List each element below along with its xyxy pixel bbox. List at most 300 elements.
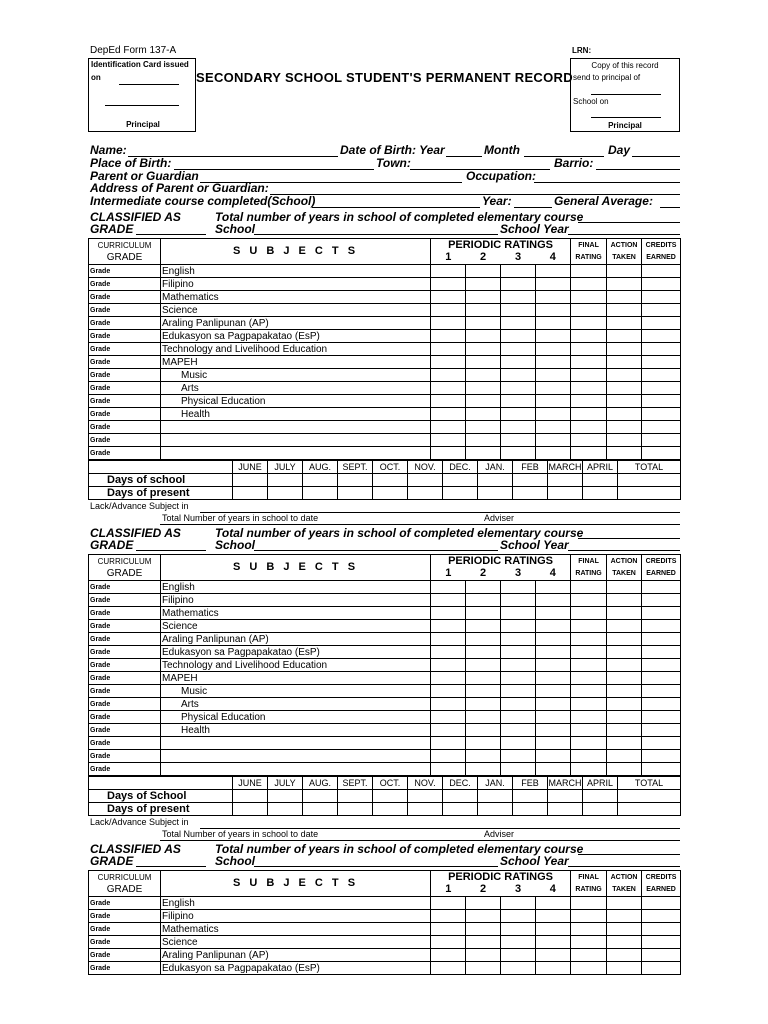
q4-cell[interactable] bbox=[536, 317, 571, 330]
final-rating-cell[interactable] bbox=[571, 369, 607, 382]
credits-earned-cell[interactable] bbox=[642, 607, 681, 620]
days-school-cell[interactable] bbox=[548, 790, 583, 803]
days-present-cell[interactable] bbox=[583, 487, 618, 500]
action-taken-cell[interactable] bbox=[607, 646, 642, 659]
q3-cell[interactable] bbox=[501, 594, 536, 607]
final-rating-cell[interactable] bbox=[571, 962, 607, 975]
credits-earned-cell[interactable] bbox=[642, 382, 681, 395]
q2-cell[interactable] bbox=[466, 607, 501, 620]
q4-cell[interactable] bbox=[536, 607, 571, 620]
q3-cell[interactable] bbox=[501, 949, 536, 962]
action-taken-cell[interactable] bbox=[607, 594, 642, 607]
q3-cell[interactable] bbox=[501, 685, 536, 698]
q3-cell[interactable] bbox=[501, 317, 536, 330]
action-taken-cell[interactable] bbox=[607, 421, 642, 434]
credits-earned-cell[interactable] bbox=[642, 581, 681, 594]
q4-cell[interactable] bbox=[536, 278, 571, 291]
final-rating-cell[interactable] bbox=[571, 659, 607, 672]
credits-earned-cell[interactable] bbox=[642, 910, 681, 923]
q4-cell[interactable] bbox=[536, 897, 571, 910]
q4-cell[interactable] bbox=[536, 434, 571, 447]
q2-cell[interactable] bbox=[466, 620, 501, 633]
q3-cell[interactable] bbox=[501, 343, 536, 356]
action-taken-cell[interactable] bbox=[607, 330, 642, 343]
final-rating-cell[interactable] bbox=[571, 395, 607, 408]
q2-cell[interactable] bbox=[466, 949, 501, 962]
q1-cell[interactable] bbox=[431, 910, 466, 923]
days-school-cell[interactable] bbox=[548, 474, 583, 487]
credits-earned-cell[interactable] bbox=[642, 923, 681, 936]
q1-cell[interactable] bbox=[431, 724, 466, 737]
action-taken-cell[interactable] bbox=[607, 369, 642, 382]
credits-earned-cell[interactable] bbox=[642, 408, 681, 421]
days-present-cell[interactable] bbox=[338, 803, 373, 816]
q3-cell[interactable] bbox=[501, 910, 536, 923]
days-school-cell[interactable] bbox=[373, 474, 408, 487]
q2-cell[interactable] bbox=[466, 763, 501, 776]
q4-cell[interactable] bbox=[536, 750, 571, 763]
q4-cell[interactable] bbox=[536, 685, 571, 698]
q2-cell[interactable] bbox=[466, 750, 501, 763]
final-rating-cell[interactable] bbox=[571, 910, 607, 923]
credits-earned-cell[interactable] bbox=[642, 265, 681, 278]
q2-cell[interactable] bbox=[466, 434, 501, 447]
action-taken-cell[interactable] bbox=[607, 291, 642, 304]
q1-cell[interactable] bbox=[431, 278, 466, 291]
action-taken-cell[interactable] bbox=[607, 936, 642, 949]
days-school-cell[interactable] bbox=[618, 790, 681, 803]
action-taken-cell[interactable] bbox=[607, 659, 642, 672]
q4-cell[interactable] bbox=[536, 581, 571, 594]
days-school-cell[interactable] bbox=[268, 790, 303, 803]
action-taken-cell[interactable] bbox=[607, 698, 642, 711]
q2-cell[interactable] bbox=[466, 581, 501, 594]
final-rating-cell[interactable] bbox=[571, 936, 607, 949]
q4-cell[interactable] bbox=[536, 594, 571, 607]
q2-cell[interactable] bbox=[466, 910, 501, 923]
credits-earned-cell[interactable] bbox=[642, 659, 681, 672]
action-taken-cell[interactable] bbox=[607, 278, 642, 291]
days-present-cell[interactable] bbox=[478, 487, 513, 500]
q2-cell[interactable] bbox=[466, 962, 501, 975]
q2-cell[interactable] bbox=[466, 317, 501, 330]
days-school-cell[interactable] bbox=[338, 474, 373, 487]
credits-earned-cell[interactable] bbox=[642, 421, 681, 434]
action-taken-cell[interactable] bbox=[607, 949, 642, 962]
credits-earned-cell[interactable] bbox=[642, 620, 681, 633]
action-taken-cell[interactable] bbox=[607, 750, 642, 763]
q1-cell[interactable] bbox=[431, 620, 466, 633]
action-taken-cell[interactable] bbox=[607, 607, 642, 620]
days-school-cell[interactable] bbox=[303, 474, 338, 487]
credits-earned-cell[interactable] bbox=[642, 291, 681, 304]
days-present-cell[interactable] bbox=[618, 803, 681, 816]
action-taken-cell[interactable] bbox=[607, 382, 642, 395]
final-rating-cell[interactable] bbox=[571, 343, 607, 356]
credits-earned-cell[interactable] bbox=[642, 330, 681, 343]
q2-cell[interactable] bbox=[466, 265, 501, 278]
q4-cell[interactable] bbox=[536, 304, 571, 317]
action-taken-cell[interactable] bbox=[607, 447, 642, 460]
q2-cell[interactable] bbox=[466, 659, 501, 672]
final-rating-cell[interactable] bbox=[571, 750, 607, 763]
days-school-cell[interactable] bbox=[443, 474, 478, 487]
q1-cell[interactable] bbox=[431, 594, 466, 607]
days-school-cell[interactable] bbox=[583, 474, 618, 487]
days-present-cell[interactable] bbox=[478, 803, 513, 816]
days-present-cell[interactable] bbox=[408, 803, 443, 816]
q4-cell[interactable] bbox=[536, 395, 571, 408]
final-rating-cell[interactable] bbox=[571, 317, 607, 330]
action-taken-cell[interactable] bbox=[607, 962, 642, 975]
q3-cell[interactable] bbox=[501, 304, 536, 317]
days-school-cell[interactable] bbox=[443, 790, 478, 803]
credits-earned-cell[interactable] bbox=[642, 395, 681, 408]
q2-cell[interactable] bbox=[466, 356, 501, 369]
credits-earned-cell[interactable] bbox=[642, 434, 681, 447]
q2-cell[interactable] bbox=[466, 711, 501, 724]
q4-cell[interactable] bbox=[536, 763, 571, 776]
days-present-cell[interactable] bbox=[513, 803, 548, 816]
q1-cell[interactable] bbox=[431, 949, 466, 962]
q3-cell[interactable] bbox=[501, 278, 536, 291]
q4-cell[interactable] bbox=[536, 724, 571, 737]
days-present-cell[interactable] bbox=[233, 487, 268, 500]
q1-cell[interactable] bbox=[431, 633, 466, 646]
q1-cell[interactable] bbox=[431, 737, 466, 750]
final-rating-cell[interactable] bbox=[571, 607, 607, 620]
days-school-cell[interactable] bbox=[513, 474, 548, 487]
days-present-cell[interactable] bbox=[513, 487, 548, 500]
final-rating-cell[interactable] bbox=[571, 434, 607, 447]
q4-cell[interactable] bbox=[536, 646, 571, 659]
q2-cell[interactable] bbox=[466, 278, 501, 291]
q1-cell[interactable] bbox=[431, 317, 466, 330]
q4-cell[interactable] bbox=[536, 369, 571, 382]
q3-cell[interactable] bbox=[501, 382, 536, 395]
q3-cell[interactable] bbox=[501, 737, 536, 750]
q2-cell[interactable] bbox=[466, 369, 501, 382]
credits-earned-cell[interactable] bbox=[642, 763, 681, 776]
q2-cell[interactable] bbox=[466, 594, 501, 607]
q4-cell[interactable] bbox=[536, 620, 571, 633]
days-present-cell[interactable] bbox=[408, 487, 443, 500]
q1-cell[interactable] bbox=[431, 685, 466, 698]
q2-cell[interactable] bbox=[466, 633, 501, 646]
final-rating-cell[interactable] bbox=[571, 763, 607, 776]
q2-cell[interactable] bbox=[466, 304, 501, 317]
days-present-cell[interactable] bbox=[338, 487, 373, 500]
final-rating-cell[interactable] bbox=[571, 304, 607, 317]
q3-cell[interactable] bbox=[501, 408, 536, 421]
q4-cell[interactable] bbox=[536, 408, 571, 421]
credits-earned-cell[interactable] bbox=[642, 685, 681, 698]
q3-cell[interactable] bbox=[501, 724, 536, 737]
q2-cell[interactable] bbox=[466, 646, 501, 659]
action-taken-cell[interactable] bbox=[607, 711, 642, 724]
q1-cell[interactable] bbox=[431, 711, 466, 724]
q3-cell[interactable] bbox=[501, 633, 536, 646]
credits-earned-cell[interactable] bbox=[642, 356, 681, 369]
q3-cell[interactable] bbox=[501, 581, 536, 594]
credits-earned-cell[interactable] bbox=[642, 897, 681, 910]
final-rating-cell[interactable] bbox=[571, 711, 607, 724]
q1-cell[interactable] bbox=[431, 291, 466, 304]
final-rating-cell[interactable] bbox=[571, 672, 607, 685]
q3-cell[interactable] bbox=[501, 962, 536, 975]
action-taken-cell[interactable] bbox=[607, 395, 642, 408]
q3-cell[interactable] bbox=[501, 330, 536, 343]
q2-cell[interactable] bbox=[466, 395, 501, 408]
q4-cell[interactable] bbox=[536, 737, 571, 750]
credits-earned-cell[interactable] bbox=[642, 594, 681, 607]
final-rating-cell[interactable] bbox=[571, 382, 607, 395]
q4-cell[interactable] bbox=[536, 356, 571, 369]
q2-cell[interactable] bbox=[466, 447, 501, 460]
final-rating-cell[interactable] bbox=[571, 278, 607, 291]
final-rating-cell[interactable] bbox=[571, 897, 607, 910]
q3-cell[interactable] bbox=[501, 265, 536, 278]
action-taken-cell[interactable] bbox=[607, 672, 642, 685]
q4-cell[interactable] bbox=[536, 949, 571, 962]
q3-cell[interactable] bbox=[501, 936, 536, 949]
final-rating-cell[interactable] bbox=[571, 737, 607, 750]
q2-cell[interactable] bbox=[466, 724, 501, 737]
final-rating-cell[interactable] bbox=[571, 923, 607, 936]
credits-earned-cell[interactable] bbox=[642, 304, 681, 317]
final-rating-cell[interactable] bbox=[571, 408, 607, 421]
q1-cell[interactable] bbox=[431, 421, 466, 434]
q4-cell[interactable] bbox=[536, 421, 571, 434]
final-rating-cell[interactable] bbox=[571, 646, 607, 659]
days-present-cell[interactable] bbox=[443, 803, 478, 816]
q3-cell[interactable] bbox=[501, 447, 536, 460]
q2-cell[interactable] bbox=[466, 343, 501, 356]
q4-cell[interactable] bbox=[536, 672, 571, 685]
credits-earned-cell[interactable] bbox=[642, 724, 681, 737]
q1-cell[interactable] bbox=[431, 265, 466, 278]
credits-earned-cell[interactable] bbox=[642, 278, 681, 291]
action-taken-cell[interactable] bbox=[607, 581, 642, 594]
action-taken-cell[interactable] bbox=[607, 356, 642, 369]
credits-earned-cell[interactable] bbox=[642, 737, 681, 750]
q2-cell[interactable] bbox=[466, 330, 501, 343]
days-school-cell[interactable] bbox=[233, 474, 268, 487]
days-school-cell[interactable] bbox=[618, 474, 681, 487]
q4-cell[interactable] bbox=[536, 633, 571, 646]
days-school-cell[interactable] bbox=[408, 474, 443, 487]
q3-cell[interactable] bbox=[501, 763, 536, 776]
days-school-cell[interactable] bbox=[373, 790, 408, 803]
q4-cell[interactable] bbox=[536, 910, 571, 923]
days-present-cell[interactable] bbox=[443, 487, 478, 500]
q2-cell[interactable] bbox=[466, 936, 501, 949]
days-present-cell[interactable] bbox=[268, 487, 303, 500]
credits-earned-cell[interactable] bbox=[642, 447, 681, 460]
credits-earned-cell[interactable] bbox=[642, 317, 681, 330]
credits-earned-cell[interactable] bbox=[642, 711, 681, 724]
q1-cell[interactable] bbox=[431, 897, 466, 910]
final-rating-cell[interactable] bbox=[571, 594, 607, 607]
q1-cell[interactable] bbox=[431, 763, 466, 776]
final-rating-cell[interactable] bbox=[571, 685, 607, 698]
credits-earned-cell[interactable] bbox=[642, 633, 681, 646]
final-rating-cell[interactable] bbox=[571, 291, 607, 304]
days-school-cell[interactable] bbox=[338, 790, 373, 803]
q4-cell[interactable] bbox=[536, 330, 571, 343]
days-school-cell[interactable] bbox=[583, 790, 618, 803]
q3-cell[interactable] bbox=[501, 672, 536, 685]
q1-cell[interactable] bbox=[431, 936, 466, 949]
q3-cell[interactable] bbox=[501, 659, 536, 672]
action-taken-cell[interactable] bbox=[607, 434, 642, 447]
q2-cell[interactable] bbox=[466, 698, 501, 711]
q1-cell[interactable] bbox=[431, 408, 466, 421]
final-rating-cell[interactable] bbox=[571, 620, 607, 633]
days-school-cell[interactable] bbox=[233, 790, 268, 803]
q4-cell[interactable] bbox=[536, 382, 571, 395]
final-rating-cell[interactable] bbox=[571, 447, 607, 460]
q1-cell[interactable] bbox=[431, 923, 466, 936]
q3-cell[interactable] bbox=[501, 291, 536, 304]
credits-earned-cell[interactable] bbox=[642, 949, 681, 962]
q1-cell[interactable] bbox=[431, 750, 466, 763]
q3-cell[interactable] bbox=[501, 369, 536, 382]
action-taken-cell[interactable] bbox=[607, 897, 642, 910]
credits-earned-cell[interactable] bbox=[642, 962, 681, 975]
final-rating-cell[interactable] bbox=[571, 949, 607, 962]
days-school-cell[interactable] bbox=[303, 790, 338, 803]
days-school-cell[interactable] bbox=[513, 790, 548, 803]
final-rating-cell[interactable] bbox=[571, 698, 607, 711]
q4-cell[interactable] bbox=[536, 923, 571, 936]
q1-cell[interactable] bbox=[431, 356, 466, 369]
final-rating-cell[interactable] bbox=[571, 356, 607, 369]
days-present-cell[interactable] bbox=[373, 803, 408, 816]
action-taken-cell[interactable] bbox=[607, 923, 642, 936]
days-school-cell[interactable] bbox=[478, 790, 513, 803]
q3-cell[interactable] bbox=[501, 897, 536, 910]
q3-cell[interactable] bbox=[501, 750, 536, 763]
q2-cell[interactable] bbox=[466, 291, 501, 304]
days-school-cell[interactable] bbox=[268, 474, 303, 487]
days-present-cell[interactable] bbox=[583, 803, 618, 816]
q1-cell[interactable] bbox=[431, 581, 466, 594]
action-taken-cell[interactable] bbox=[607, 737, 642, 750]
credits-earned-cell[interactable] bbox=[642, 343, 681, 356]
days-school-cell[interactable] bbox=[478, 474, 513, 487]
action-taken-cell[interactable] bbox=[607, 685, 642, 698]
q2-cell[interactable] bbox=[466, 923, 501, 936]
q2-cell[interactable] bbox=[466, 421, 501, 434]
final-rating-cell[interactable] bbox=[571, 724, 607, 737]
q2-cell[interactable] bbox=[466, 672, 501, 685]
q3-cell[interactable] bbox=[501, 356, 536, 369]
q4-cell[interactable] bbox=[536, 659, 571, 672]
final-rating-cell[interactable] bbox=[571, 265, 607, 278]
q3-cell[interactable] bbox=[501, 923, 536, 936]
final-rating-cell[interactable] bbox=[571, 633, 607, 646]
credits-earned-cell[interactable] bbox=[642, 369, 681, 382]
action-taken-cell[interactable] bbox=[607, 265, 642, 278]
credits-earned-cell[interactable] bbox=[642, 698, 681, 711]
q1-cell[interactable] bbox=[431, 659, 466, 672]
q1-cell[interactable] bbox=[431, 434, 466, 447]
q2-cell[interactable] bbox=[466, 685, 501, 698]
q3-cell[interactable] bbox=[501, 698, 536, 711]
credits-earned-cell[interactable] bbox=[642, 646, 681, 659]
q3-cell[interactable] bbox=[501, 711, 536, 724]
final-rating-cell[interactable] bbox=[571, 581, 607, 594]
days-present-cell[interactable] bbox=[303, 803, 338, 816]
q4-cell[interactable] bbox=[536, 962, 571, 975]
q1-cell[interactable] bbox=[431, 447, 466, 460]
q1-cell[interactable] bbox=[431, 607, 466, 620]
q3-cell[interactable] bbox=[501, 607, 536, 620]
action-taken-cell[interactable] bbox=[607, 408, 642, 421]
q4-cell[interactable] bbox=[536, 936, 571, 949]
q4-cell[interactable] bbox=[536, 343, 571, 356]
q1-cell[interactable] bbox=[431, 382, 466, 395]
action-taken-cell[interactable] bbox=[607, 633, 642, 646]
q1-cell[interactable] bbox=[431, 369, 466, 382]
q1-cell[interactable] bbox=[431, 672, 466, 685]
q3-cell[interactable] bbox=[501, 646, 536, 659]
action-taken-cell[interactable] bbox=[607, 343, 642, 356]
q2-cell[interactable] bbox=[466, 408, 501, 421]
credits-earned-cell[interactable] bbox=[642, 750, 681, 763]
q1-cell[interactable] bbox=[431, 962, 466, 975]
action-taken-cell[interactable] bbox=[607, 763, 642, 776]
q4-cell[interactable] bbox=[536, 291, 571, 304]
days-present-cell[interactable] bbox=[303, 487, 338, 500]
days-present-cell[interactable] bbox=[233, 803, 268, 816]
q1-cell[interactable] bbox=[431, 304, 466, 317]
q1-cell[interactable] bbox=[431, 395, 466, 408]
q3-cell[interactable] bbox=[501, 421, 536, 434]
q2-cell[interactable] bbox=[466, 737, 501, 750]
q4-cell[interactable] bbox=[536, 265, 571, 278]
q4-cell[interactable] bbox=[536, 698, 571, 711]
q3-cell[interactable] bbox=[501, 434, 536, 447]
q1-cell[interactable] bbox=[431, 646, 466, 659]
credits-earned-cell[interactable] bbox=[642, 672, 681, 685]
q2-cell[interactable] bbox=[466, 382, 501, 395]
days-present-cell[interactable] bbox=[268, 803, 303, 816]
days-present-cell[interactable] bbox=[373, 487, 408, 500]
q1-cell[interactable] bbox=[431, 330, 466, 343]
action-taken-cell[interactable] bbox=[607, 910, 642, 923]
days-present-cell[interactable] bbox=[618, 487, 681, 500]
credits-earned-cell[interactable] bbox=[642, 936, 681, 949]
q4-cell[interactable] bbox=[536, 711, 571, 724]
final-rating-cell[interactable] bbox=[571, 421, 607, 434]
final-rating-cell[interactable] bbox=[571, 330, 607, 343]
days-school-cell[interactable] bbox=[408, 790, 443, 803]
q3-cell[interactable] bbox=[501, 395, 536, 408]
action-taken-cell[interactable] bbox=[607, 724, 642, 737]
q3-cell[interactable] bbox=[501, 620, 536, 633]
days-present-cell[interactable] bbox=[548, 803, 583, 816]
q2-cell[interactable] bbox=[466, 897, 501, 910]
action-taken-cell[interactable] bbox=[607, 620, 642, 633]
action-taken-cell[interactable] bbox=[607, 317, 642, 330]
q1-cell[interactable] bbox=[431, 698, 466, 711]
action-taken-cell[interactable] bbox=[607, 304, 642, 317]
q1-cell[interactable] bbox=[431, 343, 466, 356]
q4-cell[interactable] bbox=[536, 447, 571, 460]
days-present-cell[interactable] bbox=[548, 487, 583, 500]
